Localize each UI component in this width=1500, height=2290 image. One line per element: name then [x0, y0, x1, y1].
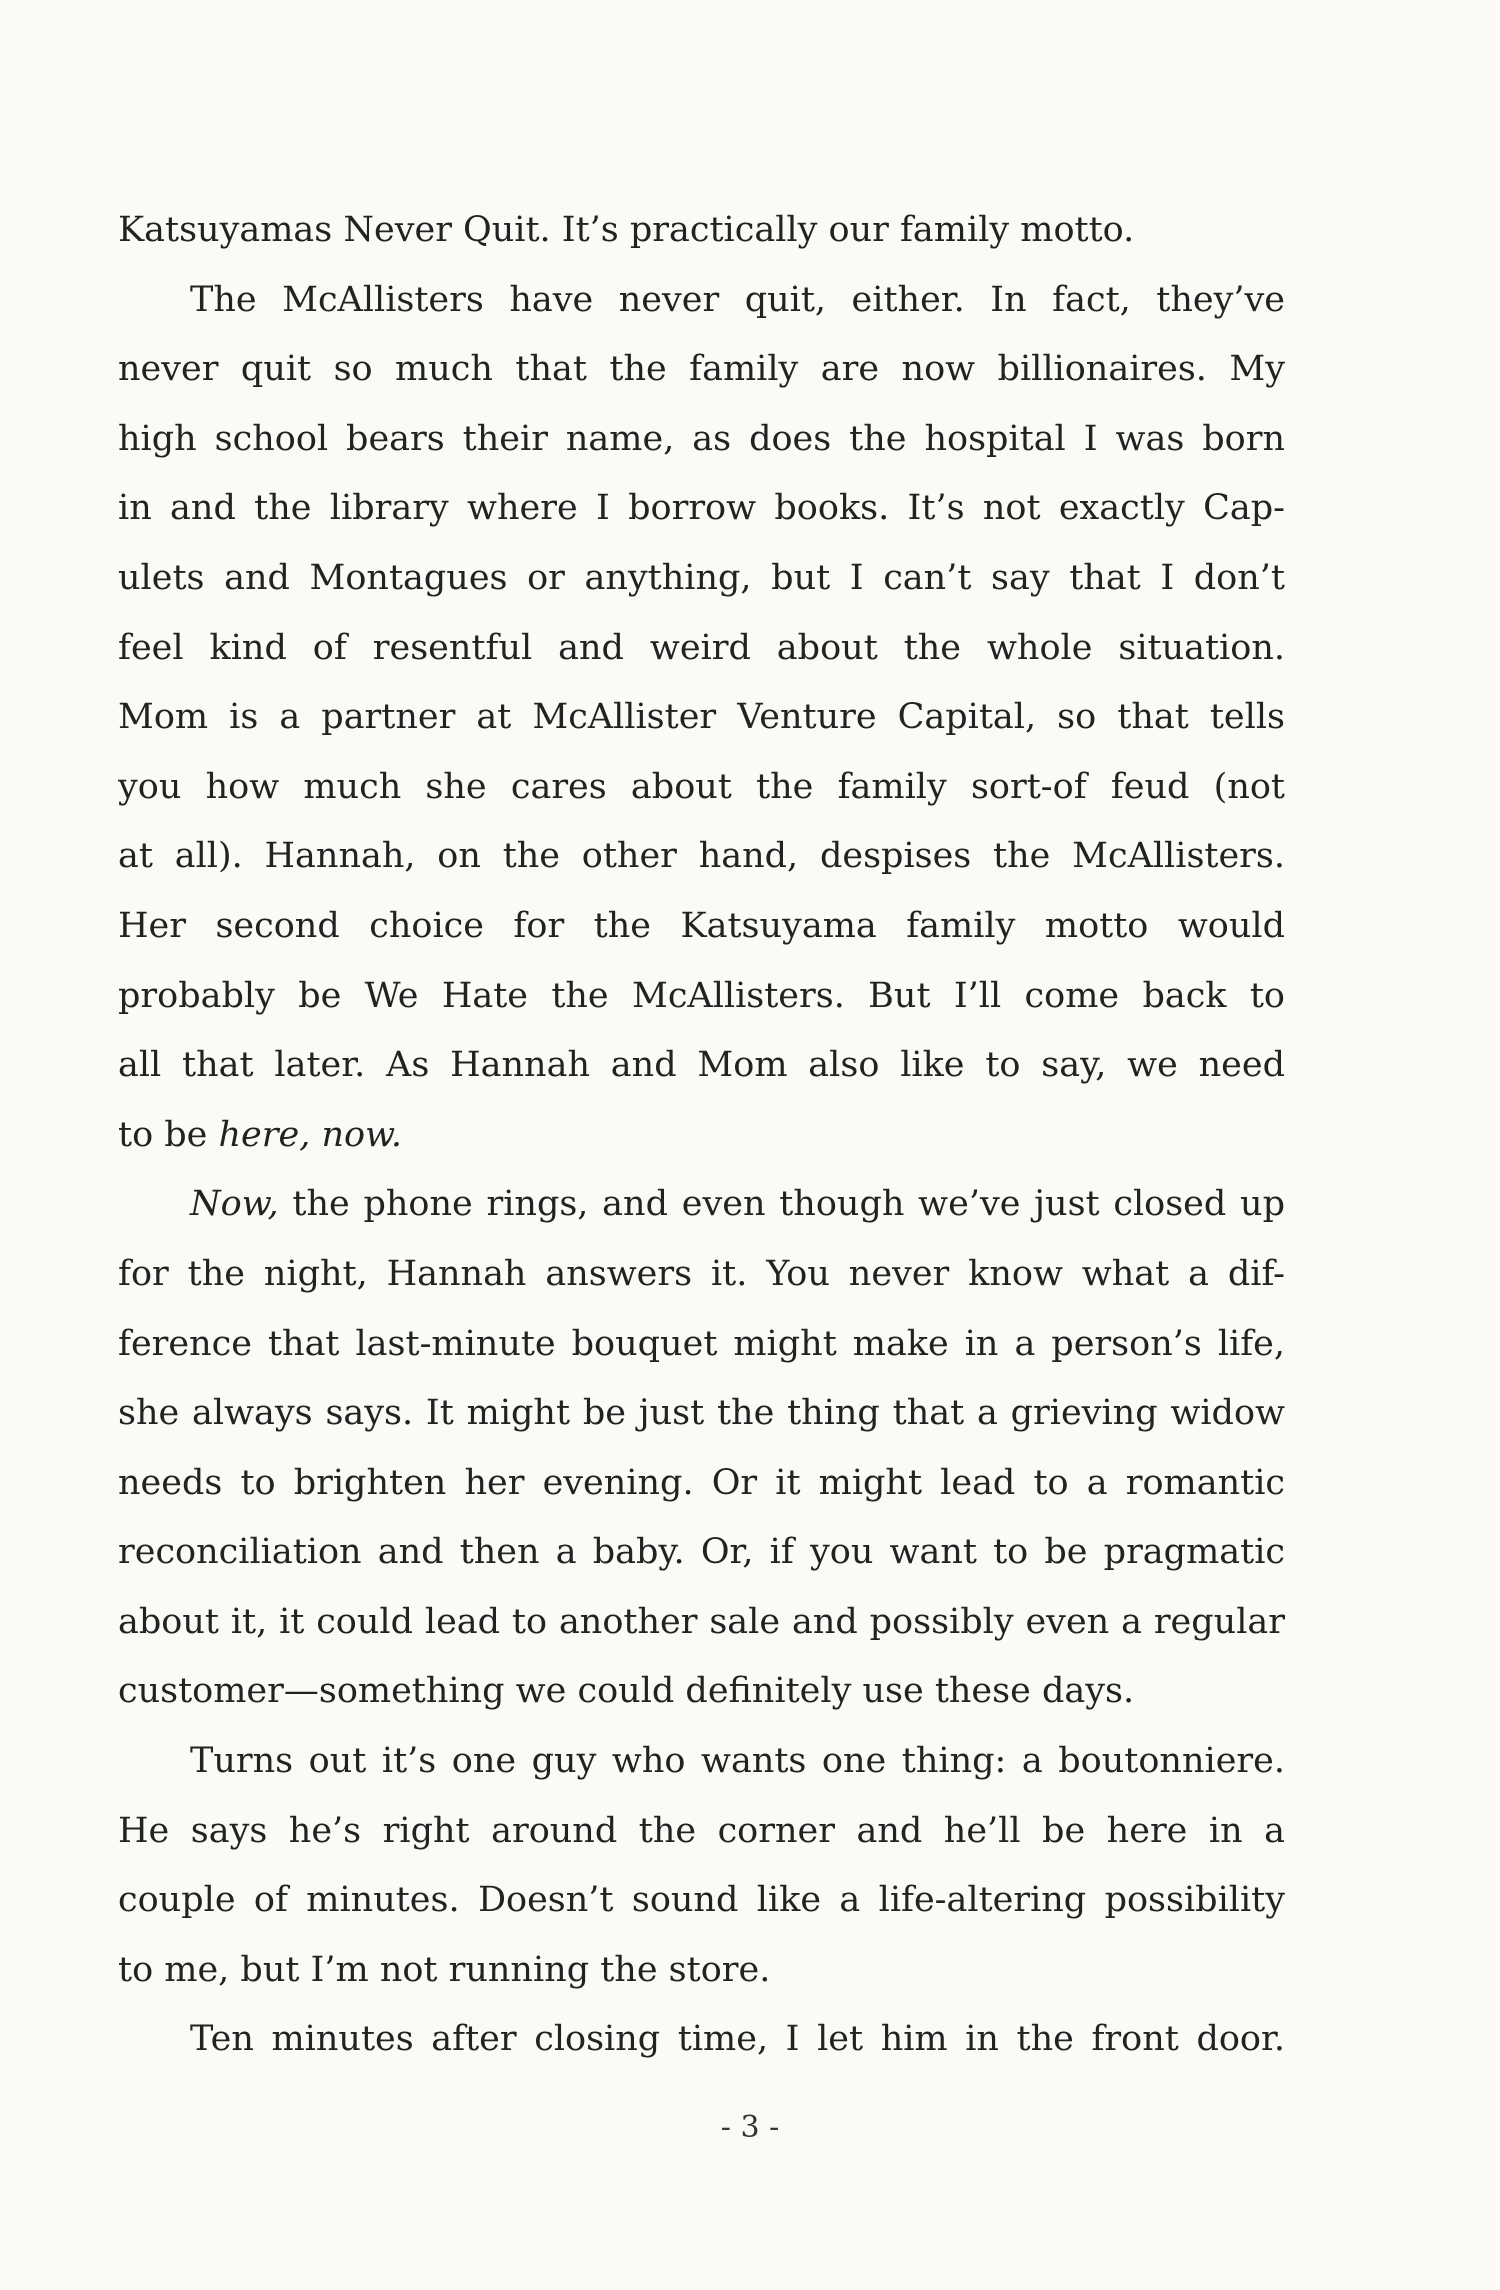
- body-text: [118, 196, 1285, 2075]
- text-line: Mom is a partner at McAllister Venture Capital, so that tells: [118, 697, 1285, 738]
- text-line: He says he’s right around the corner and he’ll be here in a: [118, 1810, 1285, 1851]
- text-line: never quit so much that the family are now billionaires. My: [118, 349, 1285, 390]
- text-line: for the night, Hannah answers it. You never know what a dif-: [118, 1253, 1285, 1294]
- text-line: in and the library where I borrow books. It’s not exactly Cap-: [118, 488, 1285, 529]
- italic-phrase: here, now.: [218, 1114, 403, 1155]
- text-line: about it, it could lead to another sale and possibly even a regular: [118, 1601, 1285, 1642]
- text-line: probably be We Hate the McAllisters. But I’ll come back to: [118, 975, 1285, 1016]
- text-line: she always says. It might be just the thing that a grieving widow: [118, 1393, 1285, 1434]
- page-number: - 3 -: [720, 2110, 780, 2145]
- text-segment: to be: [118, 1114, 219, 1155]
- text-line: needs to brighten her evening. Or it might lead to a romantic: [118, 1462, 1285, 1503]
- text-line: ulets and Montagues or anything, but I can’t say that I don’t: [118, 557, 1285, 598]
- text-line: Her second choice for the Katsuyama family motto would: [118, 905, 1285, 946]
- text-line: Ten minutes after closing time, I let him in the front door.: [190, 2019, 1285, 2060]
- text-line: to me, but I’m not running the store.: [118, 1949, 771, 1990]
- text-line: all that later. As Hannah and Mom also like to say, we need: [118, 1045, 1285, 1086]
- italic-phrase: Now,: [190, 1184, 279, 1225]
- text-line: feel kind of resentful and weird about the whole situation.: [118, 627, 1285, 668]
- text-line: [118, 1101, 1285, 1171]
- text-line: reconciliation and then a baby. Or, if you want to be pragmatic: [118, 1532, 1285, 1573]
- text-line: Turns out it’s one guy who wants one thing: a boutonniere.: [190, 1741, 1285, 1782]
- text-line: Katsuyamas Never Quit. It’s practically our family motto.: [118, 210, 1135, 250]
- text-line: The McAllisters have never quit, either. In fact, they’ve: [190, 279, 1285, 320]
- text-line: you how much she cares about the family sort-of feud (not: [118, 766, 1285, 807]
- text-line: ference that last-minute bouquet might make in a person’s life,: [118, 1323, 1285, 1364]
- text-line: customer—something we could definitely use these days.: [118, 1671, 1135, 1712]
- text-line: couple of minutes. Doesn’t sound like a life-altering possibility: [118, 1880, 1285, 1921]
- text-line: [118, 1170, 1285, 1240]
- text-line: high school bears their name, as does the hospital I was born: [118, 418, 1285, 459]
- text-line: at all). Hannah, on the other hand, despises the McAllisters.: [118, 836, 1285, 877]
- text-segment: the phone rings, and even though we’ve just closed up: [278, 1184, 1285, 1225]
